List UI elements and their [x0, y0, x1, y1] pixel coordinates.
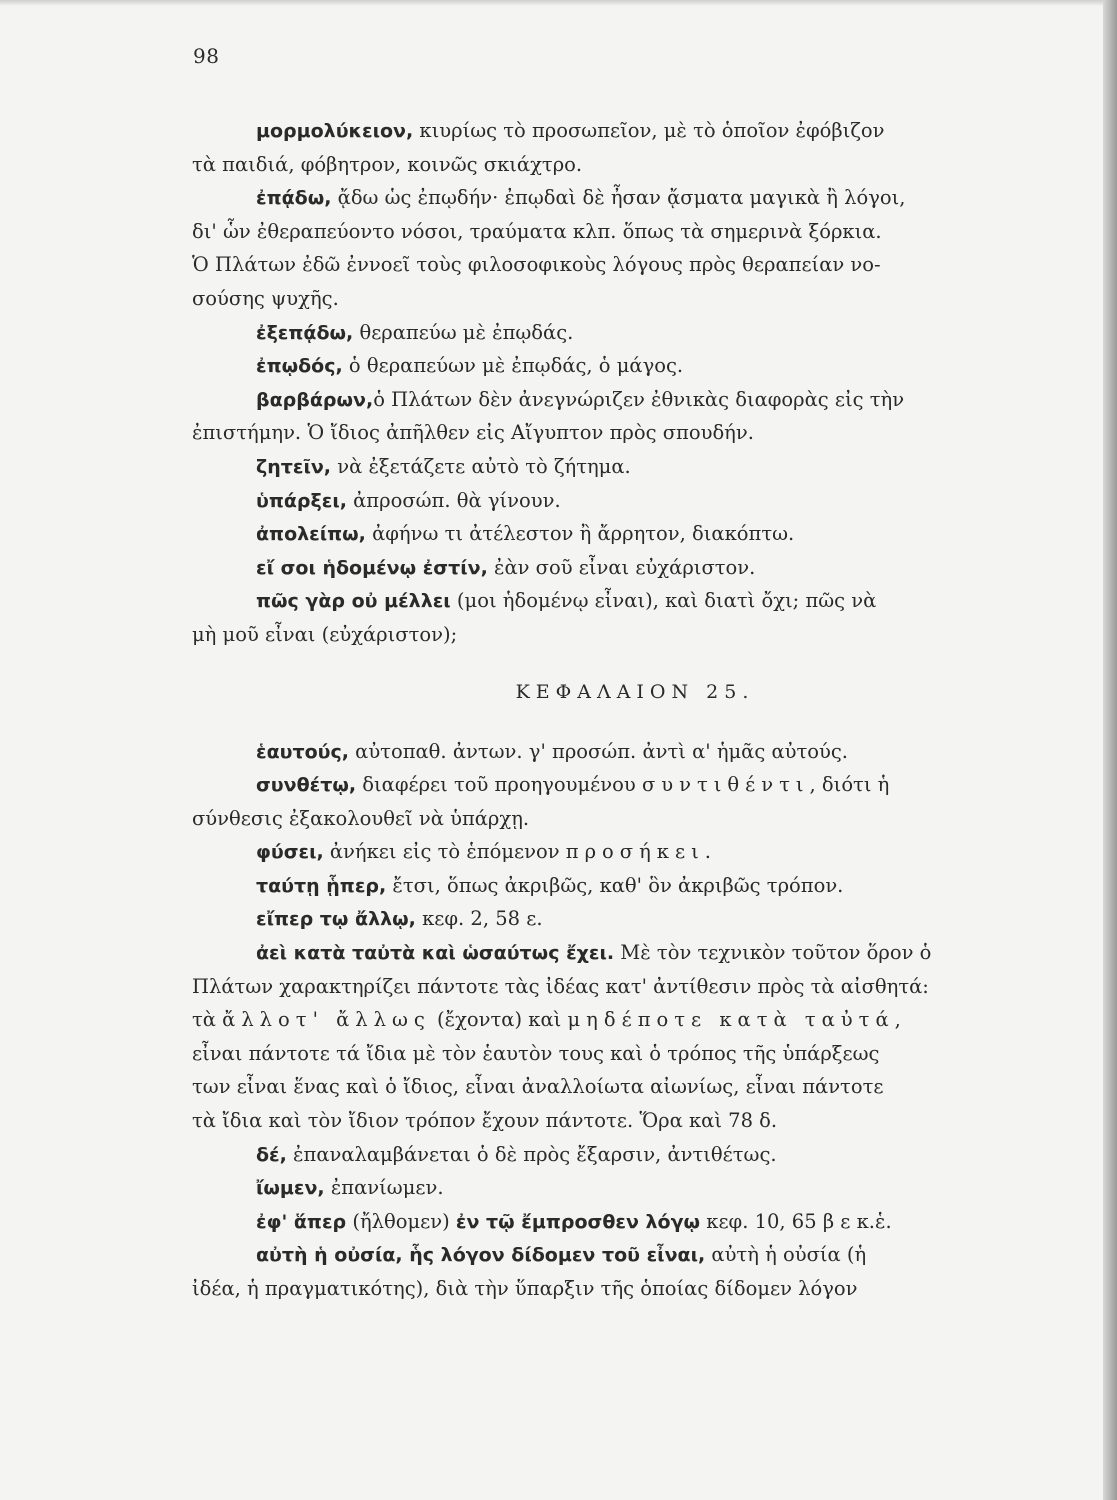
- text-line: [192, 316, 1038, 350]
- text-line: [192, 484, 1038, 518]
- text-line: [192, 618, 1038, 652]
- spaced-word: ἄλλοτ' ἄλλως: [222, 1008, 431, 1032]
- gloss: (ἤλθομεν): [346, 1209, 456, 1233]
- gloss: ἐπανίωμεν.: [324, 1176, 444, 1200]
- gloss: σούσης ψυχῆς.: [192, 286, 339, 310]
- gloss: (μοι ἡδομένῳ εἶναι), καὶ διατὶ ὄχι; πῶς νὰ: [450, 589, 877, 613]
- gloss: (ἔχοντα) καὶ: [430, 1008, 568, 1032]
- gloss: Μὲ τὸν τεχνικὸν τοῦτον ὅρον ὁ: [614, 941, 932, 965]
- spaced-word: συντιθέντι: [641, 773, 810, 797]
- gloss: ἀπροσώπ. θὰ γίνουν.: [346, 488, 561, 512]
- headword: φύσει,: [256, 841, 324, 864]
- page-top-shadow: [0, 0, 1117, 6]
- spaced-word: μηδέποτε κατὰ ταὐτά,: [567, 1008, 907, 1032]
- gloss: τὰ ἴδια καὶ τὸν ἴδιον τρόπον ἔχουν πάντοτε. Ὅρα καὶ 78 δ.: [192, 1109, 778, 1133]
- gloss: νὰ ἐξετάζετε αὐτὸ τὸ ζήτημα.: [331, 454, 631, 478]
- text-line: [192, 114, 1038, 148]
- headword: ἐπᾴδω,: [256, 187, 332, 210]
- gloss: αὐτὴ ἡ οὐσία (ἡ: [705, 1243, 867, 1267]
- text-line: [192, 282, 1038, 316]
- headword: αὐτὴ ἡ οὐσία, ἧς λόγον δίδομεν τοῦ εἶναι,: [256, 1244, 706, 1267]
- text-line: [192, 248, 1038, 282]
- headword: ἐφ' ἅπερ: [256, 1210, 347, 1233]
- text-line: [192, 936, 1038, 970]
- gloss: ἐὰν σοῦ εἶναι εὐχάριστον.: [487, 555, 756, 579]
- gloss: τὰ παιδιά, φόβητρον, κοινῶς σκιάχτρο.: [192, 152, 583, 176]
- page-number: 98: [193, 44, 220, 68]
- gloss: μὴ μοῦ εἶναι (εὐχάριστον);: [192, 622, 458, 646]
- gloss: ἐπιστήμην. Ὁ ἴδιος ἀπῆλθεν εἰς Αἴγυπτον πρὸς σπουδήν.: [192, 421, 754, 445]
- text-line: [192, 1070, 1038, 1104]
- headword: ἀπολείπω,: [256, 523, 366, 546]
- headword: εἴπερ τῳ ἄλλῳ,: [256, 908, 416, 931]
- text-line: [192, 349, 1038, 383]
- headword: ἐξεπᾴδω,: [256, 321, 354, 344]
- text-line: [192, 1104, 1038, 1138]
- headword: ἐν τῷ ἔμπροσθεν λόγῳ: [455, 1210, 701, 1233]
- text-line: [192, 1003, 1038, 1037]
- text-line: [192, 1205, 1038, 1239]
- headword: δέ,: [256, 1143, 287, 1166]
- text-line: [192, 1238, 1038, 1272]
- page-edge-shadow: [1103, 0, 1117, 1500]
- gloss: ἀφήνω τι ἀτέλεστον ἢ ἄρρητον, διακόπτω.: [365, 522, 795, 546]
- gloss: Πλάτων χαρακτηρίζει πάντοτε τὰς ἰδέας κατ' ἀντίθεσιν πρὸς τὰ αἰσθητά:: [192, 974, 929, 998]
- gloss: αὐτοπαθ. ἀντων. γ' προσώπ. ἀντὶ α' ἡμᾶς αὐτούς.: [348, 739, 848, 763]
- gloss: ἔτσι, ὅπως ἀκριβῶς, καθ' ὃν ἀκριβῶς τρόπον.: [386, 873, 844, 897]
- text-line: [192, 902, 1038, 936]
- text-line: [192, 970, 1038, 1004]
- spaced-word: προσήκει.: [565, 840, 717, 864]
- page-body: [192, 114, 1038, 1306]
- headword: ἀεὶ κατὰ ταὐτὰ καὶ ὡσαύτως ἔχει.: [256, 942, 615, 965]
- gloss: , διότι ἡ: [809, 773, 890, 797]
- text-line: [192, 735, 1038, 769]
- headword: ἑαυτούς,: [256, 740, 349, 763]
- headword: ταύτῃ ᾗπερ,: [256, 874, 387, 897]
- text-line: [192, 517, 1038, 551]
- gloss: των εἶναι ἕνας καὶ ὁ ἴδιος, εἶναι ἀναλλοίωτα αἰωνίως, εἶναι πάντοτε: [192, 1075, 884, 1099]
- gloss: τὰ: [192, 1008, 223, 1032]
- gloss: ὁ Πλάτων δὲν ἀνεγνώριζεν ἐθνικὰς διαφορὰς εἰς τὴν: [373, 387, 905, 411]
- gloss: κεφ. 2, 58 ε.: [415, 907, 543, 931]
- text-line: [192, 1138, 1038, 1172]
- text-line: [192, 869, 1038, 903]
- text-line: [192, 551, 1038, 585]
- text-line: [192, 215, 1038, 249]
- gloss: ἀνήκει εἰς τὸ ἑπόμενον: [323, 840, 566, 864]
- headword: ἐπῳδός,: [256, 355, 343, 378]
- text-line: [192, 802, 1038, 836]
- gloss: θεραπεύω μὲ ἐπῳδάς.: [353, 320, 574, 344]
- text-line: [192, 148, 1038, 182]
- gloss: ὁ θεραπεύων μὲ ἐπῳδάς, ὁ μάγος.: [342, 354, 684, 378]
- headword: βαρβάρων,: [256, 388, 374, 411]
- text-line: [192, 1037, 1038, 1071]
- gloss: εἶναι πάντοτε τά ἴδια μὲ τὸν ἑαυτὸν τους καὶ ὁ τρόπος τῆς ὑπάρξεως: [192, 1041, 880, 1065]
- gloss: κεφ. 10, 65 β ε κ.ἑ.: [700, 1209, 892, 1233]
- chapter-heading: ΚΕΦΑΛΑΙΟΝ 25.: [515, 681, 755, 704]
- text-line: [192, 768, 1038, 802]
- text-line: [192, 1272, 1038, 1306]
- text-line: [192, 584, 1038, 618]
- gloss: ἰδέα, ἡ πραγματικότης), διὰ τὴν ὕπαρξιν τῆς ὁποίας δίδομεν λόγον: [192, 1277, 858, 1300]
- text-line: [192, 835, 1038, 869]
- headword: ζητεῖν,: [256, 455, 332, 478]
- headword: συνθέτῳ,: [256, 774, 357, 797]
- gloss: ᾄδω ὡς ἐπῳδήν· ἐπῳδαὶ δὲ ἦσαν ᾄσματα μαγικὰ ἢ λόγοι,: [331, 186, 906, 210]
- headword: ἴωμεν,: [256, 1177, 325, 1200]
- headword: εἴ σοι ἡδομένῳ ἐστίν,: [256, 556, 488, 579]
- headword: πῶς γὰρ οὐ μέλλει: [256, 590, 451, 613]
- headword: ὑπάρξει,: [256, 489, 347, 512]
- gloss: σύνθεσις ἐξακολουθεῖ νὰ ὑπάρχῃ.: [192, 806, 530, 830]
- text-line: [192, 383, 1038, 417]
- gloss: κιυρίως τὸ προσωπεῖον, μὲ τὸ ὁποῖον ἐφόβιζον: [413, 119, 885, 142]
- text-line: [192, 450, 1038, 484]
- gloss: ἐπαναλαμβάνεται ὁ δὲ πρὸς ἔξαρσιν, ἀντιθέτως.: [286, 1142, 777, 1166]
- gloss: δι' ὧν ἐθεραπεύοντο νόσοι, τραύματα κλπ. ὅπως τὰ σημερινὰ ξόρκια.: [192, 219, 882, 243]
- text-line: [192, 1171, 1038, 1205]
- text-line: [192, 416, 1038, 450]
- gloss: Ὁ Πλάτων ἐδῶ ἐννοεῖ τοὺς φιλοσοφικοὺς λόγους πρὸς θεραπείαν νο-: [192, 253, 881, 277]
- gloss: διαφέρει τοῦ προηγουμένου: [356, 773, 642, 797]
- headword: μορμολύκειον,: [256, 120, 414, 142]
- text-line: [192, 181, 1038, 215]
